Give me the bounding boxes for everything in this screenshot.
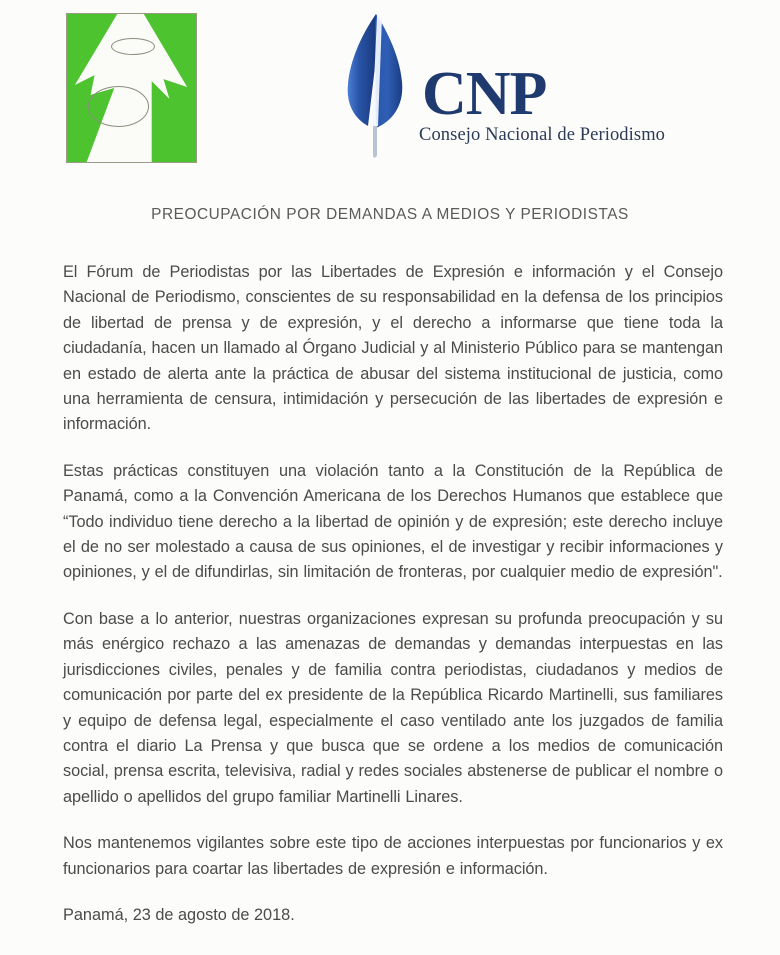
- document-body: [0, 260, 780, 928]
- paragraph-1: El Fórum de Periodistas por las Libertades de Expresión e información y el Consejo Nacional de Periodismo, conscientes de su responsabilidad en la defensa de los principios de libertad de prensa y de expresión, y el derecho a informarse que tiene toda la ciudadanía, hacen un llamado al Órgano Judicial y al Ministerio Público para se mantengan en estado de alerta ante la práctica de abusar del sistema institucional de justicia, como una herramienta de censura, intimidación y persecución de las libertades de expresión e información.: [63, 263, 723, 434]
- paragraph-4: Nos mantenemos vigilantes sobre este tipo de acciones interpuestas por funcionarios y ex funcionarios para coartar las libertades de expresión e información.: [63, 834, 723, 878]
- document-date-line: Panamá, 23 de agosto de 2018.: [63, 905, 295, 924]
- cnp-logo: [332, 8, 682, 158]
- document-title: PREOCUPACIÓN POR DEMANDAS A MEDIOS Y PERIODISTAS: [151, 206, 629, 223]
- document-content: [0, 188, 780, 928]
- paragraph-2: Estas prácticas constituyen una violación tanto a la Constitución de la República de Panamá, como a la Convención Americana de los Derechos Humanos que establece que “Todo individuo tiene derecho a la libertad de opinión y de expresión; este derecho incluye el de no ser molestado a causa de sus opiniones, el de investigar y recibir informaciones y opiniones, y el de difundirlas, sin limitación de fronteras, por cualquier medio de expresión".: [63, 461, 723, 582]
- cnp-acronym: CNP: [422, 60, 547, 128]
- cnp-wordmark: [418, 60, 682, 146]
- paragraph-3: Con base a lo anterior, nuestras organizaciones expresan su profunda preocupación y su más enérgico rechazo a las amenazas de demandas y demandas interpuestas en las jurisdicciones civiles, penales y de familia contra periodistas, ciudadanos y medios de comunicación por parte del ex presidente de la República Ricardo Martinelli, sus familiares y equipo de defensa legal, especialmente el caso ventilado ante los juzgados de familia contra el diario La Prensa y que busca que se ordene a los medios de comunicación social, prensa escrita, televisiva, radial y redes sociales abstenerse de publicar el nombre o apellido o apellidos del grupo familiar Martinelli Linares.: [63, 609, 723, 806]
- quill-feather-icon: [332, 8, 427, 158]
- document-header: [0, 0, 780, 180]
- forum-logo-upper-ellipse: [111, 38, 155, 55]
- forum-de-periodistas-logo: [66, 13, 197, 163]
- forum-logo-lower-ellipse: [88, 86, 149, 127]
- cnp-subtitle: Consejo Nacional de Periodismo: [419, 125, 666, 146]
